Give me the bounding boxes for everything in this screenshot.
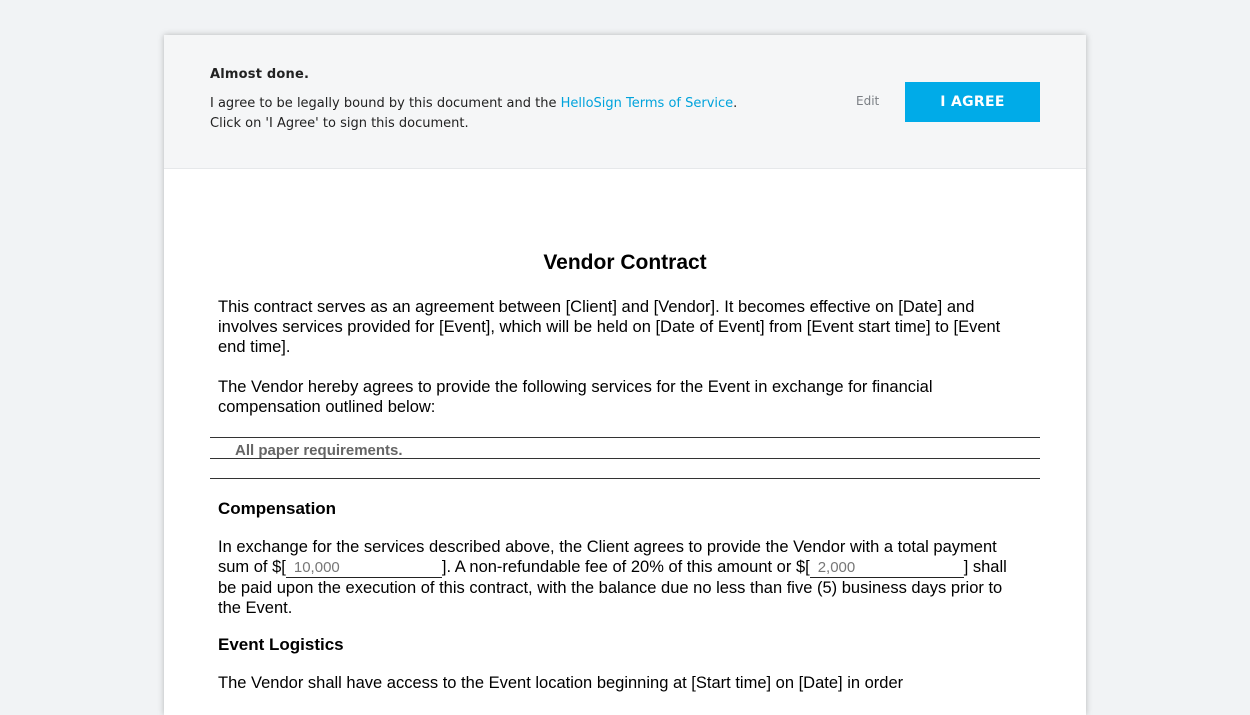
services-paragraph: The Vendor hereby agrees to provide the following services for the Event in exchange for financial compensation outlined below: [218, 378, 933, 416]
fee-amount-field[interactable]: 2,000 [810, 559, 964, 578]
banner-heading: Almost done. [210, 67, 310, 82]
signing-banner [164, 35, 1086, 169]
agreement-text-prefix: I agree to be legally bound by this document and the [210, 96, 561, 111]
logistics-paragraph: The Vendor shall have access to the Event location beginning at [Start time] on [Date] in order [218, 674, 904, 692]
i-agree-button[interactable]: I AGREE [905, 82, 1040, 122]
compensation-text-2: ]. A non-refundable fee of 20% of this amount or $[ [441, 558, 810, 576]
services-field[interactable]: All paper requirements. [235, 442, 403, 459]
event-logistics-heading: Event Logistics [218, 635, 344, 654]
intro-paragraph: This contract serves as an agreement between [Client] and [Vendor]. It becomes effective on [Date] and involves services provided for [Event], which will be held on [Date of Event] from [Event start time] to [Event end time]. [218, 298, 1001, 356]
edit-link[interactable]: Edit [856, 94, 880, 108]
agreement-text [210, 96, 737, 111]
document-title: Vendor Contract [543, 251, 707, 274]
compensation-heading: Compensation [218, 499, 337, 518]
compensation-text-3: ] shall be paid upon the execution of this contract, with the balance due no less than five (5) business days prior to the Event. [218, 558, 1007, 617]
document-card [164, 35, 1086, 715]
divider [210, 478, 1040, 479]
divider [210, 437, 1040, 438]
sign-instruction: Click on 'I Agree' to sign this document. [210, 116, 469, 131]
compensation-text-1: In exchange for the services described above, the Client agrees to provide the Vendor with a total payment sum of $[ [218, 538, 997, 576]
total-payment-field[interactable]: 10,000 [286, 559, 442, 578]
divider [210, 458, 1040, 459]
compensation-paragraph [218, 537, 1028, 618]
agreement-text-suffix: . [733, 96, 738, 111]
terms-of-service-link[interactable]: HelloSign Terms of Service [560, 96, 734, 111]
